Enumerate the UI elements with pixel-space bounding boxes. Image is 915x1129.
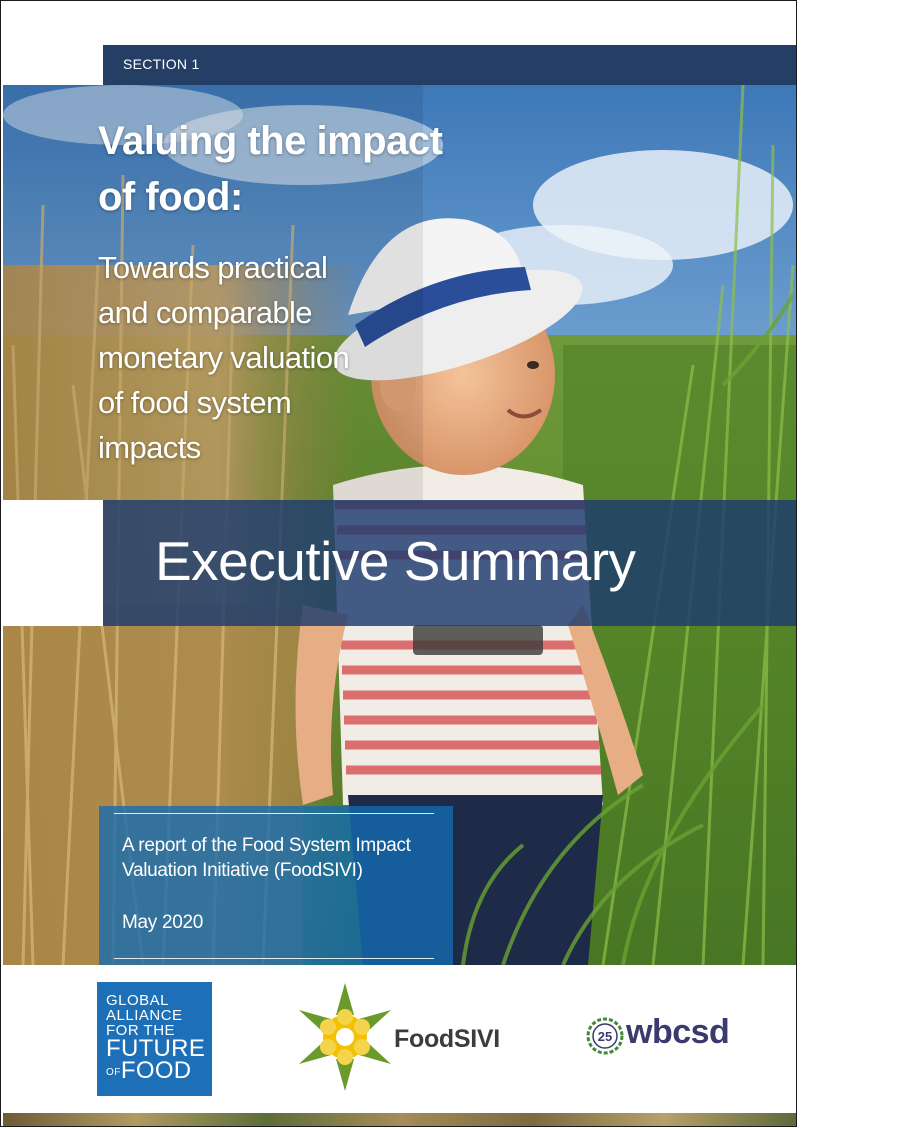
banner-white-block [3, 500, 103, 626]
cover-subtitle-line: Towards practical [98, 250, 328, 285]
gaff-logo-big-word: FOOD [120, 1057, 192, 1084]
report-description [122, 833, 442, 883]
wbcsd-logo-text: wbcsd [626, 1013, 730, 1051]
report-date: May 2020 [122, 912, 204, 933]
global-alliance-logo [97, 982, 212, 1096]
bottom-photo-strip [3, 1113, 796, 1127]
cover-title-line: Valuing the impact [98, 119, 443, 163]
report-description-line: Valuation Initiative (FoodSIVI) [122, 860, 363, 881]
gaff-logo-line: FOR THE [106, 1022, 176, 1039]
wbcsd-badge-number: 25 [597, 1029, 613, 1044]
foodsivi-logo-text: FoodSIVI [394, 1025, 500, 1053]
gaff-logo-big-word: FUTURE [106, 1035, 206, 1062]
executive-summary-heading: Executive Summary [155, 530, 636, 592]
section-bar [3, 45, 796, 85]
report-description-line: A report of the Food System Impact [122, 835, 411, 856]
cover-title-line: of food: [98, 175, 243, 219]
foodsivi-flower-icon [297, 981, 393, 1098]
cover-subtitle-line: and comparable [98, 295, 312, 330]
wbcsd-25-badge-icon [586, 1017, 624, 1060]
cover-subtitle [98, 245, 398, 470]
gaff-logo-line: ALLIANCE [106, 1007, 183, 1024]
cover-subtitle-line: impacts [98, 430, 201, 465]
section-label: SECTION 1 [123, 56, 200, 72]
gaff-logo-small-word: OF [106, 1067, 121, 1078]
report-info-box [99, 806, 453, 965]
section-bar-white-block [3, 45, 103, 85]
report-box-top-rule [114, 813, 434, 814]
executive-summary-banner [3, 500, 796, 626]
gaff-logo-line: GLOBAL [106, 992, 170, 1009]
cover-title [98, 113, 498, 225]
gaff-logo-last-line [106, 1057, 212, 1084]
cover-subtitle-line: monetary valuation [98, 340, 350, 375]
cover-subtitle-line: of food system [98, 385, 292, 420]
report-box-bottom-rule [114, 958, 434, 959]
